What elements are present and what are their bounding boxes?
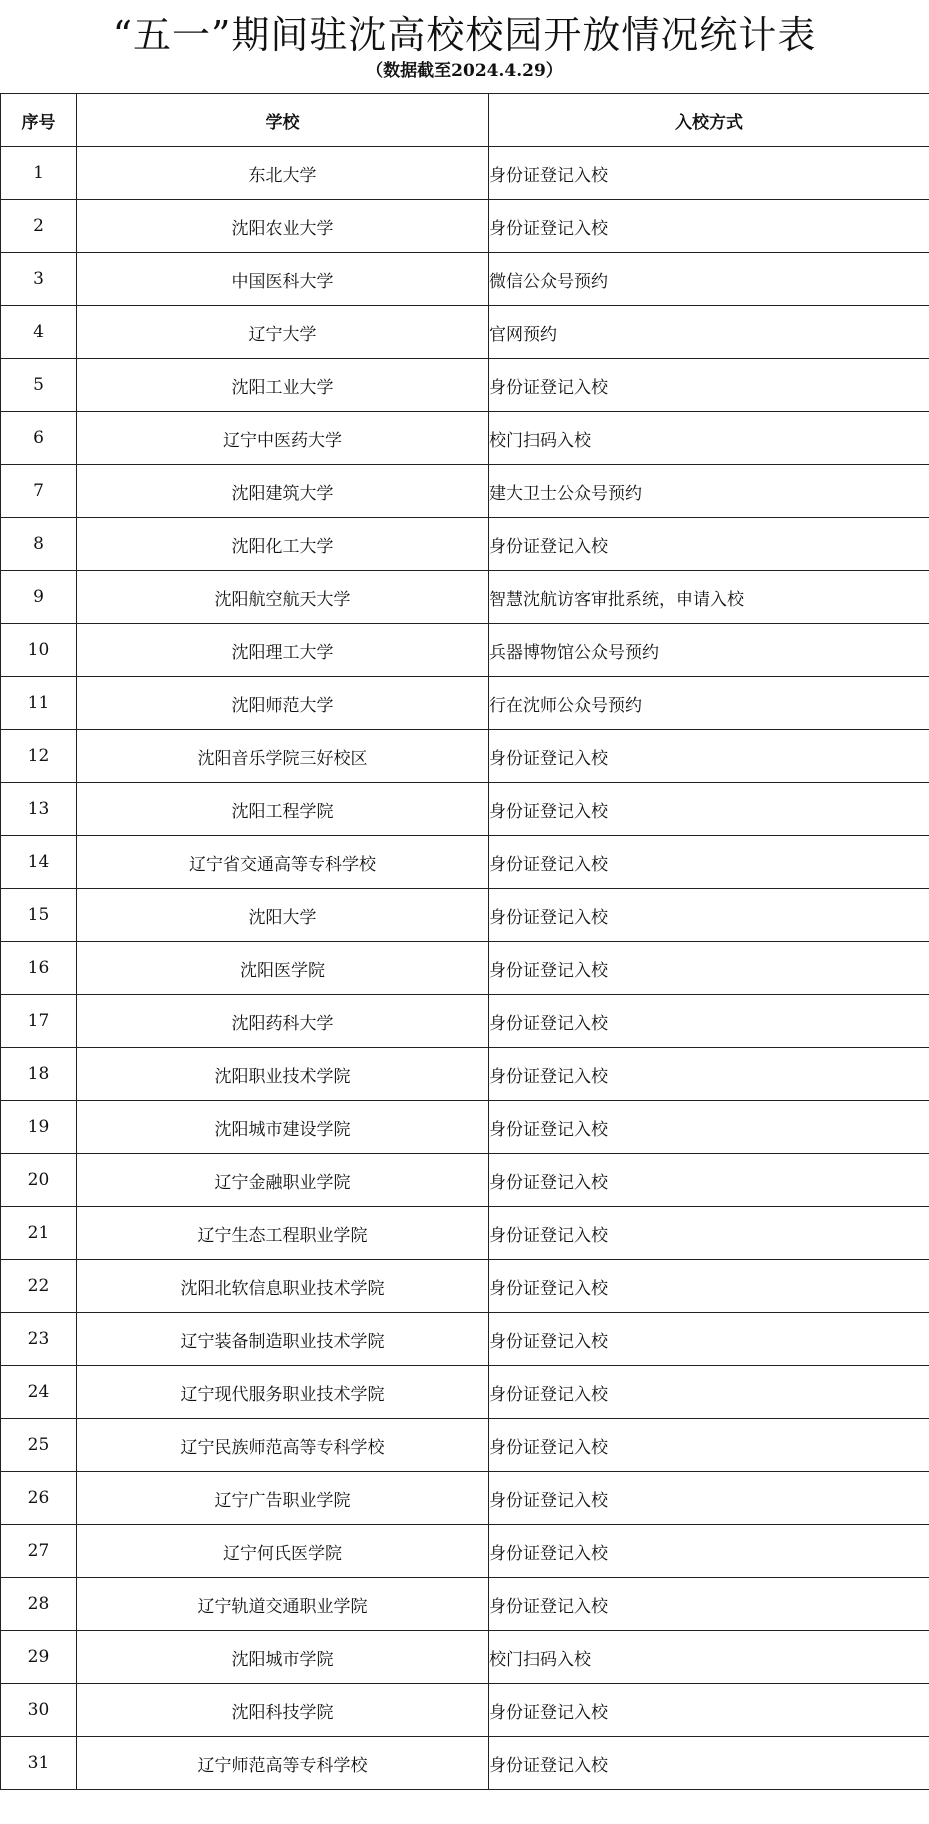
table-row — [1, 942, 929, 995]
school-name-cell: 辽宁装备制造职业技术学院 — [77, 1313, 489, 1366]
entry-method-cell: 身份证登记入校 — [489, 359, 929, 412]
row-number-cell: 19 — [1, 1101, 77, 1154]
school-name-cell: 辽宁金融职业学院 — [77, 1154, 489, 1207]
entry-method-cell: 身份证登记入校 — [489, 1684, 929, 1737]
entry-method-cell: 身份证登记入校 — [489, 200, 929, 253]
table-row — [1, 253, 929, 306]
table-header-row — [1, 94, 929, 147]
row-number-cell: 13 — [1, 783, 77, 836]
school-name-cell: 沈阳农业大学 — [77, 200, 489, 253]
school-name-cell: 沈阳工程学院 — [77, 783, 489, 836]
table-row — [1, 1684, 929, 1737]
table-row — [1, 1737, 929, 1790]
school-name-cell: 辽宁轨道交通职业学院 — [77, 1578, 489, 1631]
row-number-cell: 5 — [1, 359, 77, 412]
table-row — [1, 1525, 929, 1578]
row-number-cell: 18 — [1, 1048, 77, 1101]
document-title: “五一”期间驻沈高校校园开放情况统计表 — [112, 13, 817, 57]
entry-method-cell: 身份证登记入校 — [489, 1419, 929, 1472]
school-name-cell: 沈阳工业大学 — [77, 359, 489, 412]
entry-method-cell: 身份证登记入校 — [489, 1154, 929, 1207]
row-number-cell: 20 — [1, 1154, 77, 1207]
campus-opening-table — [0, 93, 929, 1790]
row-number-cell: 4 — [1, 306, 77, 359]
school-name-cell: 辽宁广告职业学院 — [77, 1472, 489, 1525]
row-number-cell: 6 — [1, 412, 77, 465]
entry-method-cell: 校门扫码入校 — [489, 412, 929, 465]
entry-method-cell: 建大卫士公众号预约 — [489, 465, 929, 518]
school-name-cell: 辽宁民族师范高等专科学校 — [77, 1419, 489, 1472]
school-name-cell: 沈阳音乐学院三好校区 — [77, 730, 489, 783]
entry-method-cell: 身份证登记入校 — [489, 995, 929, 1048]
row-number-cell: 26 — [1, 1472, 77, 1525]
table-row — [1, 1048, 929, 1101]
row-number-cell: 7 — [1, 465, 77, 518]
entry-method-cell: 身份证登记入校 — [489, 147, 929, 200]
table-row — [1, 1313, 929, 1366]
school-name-cell: 辽宁大学 — [77, 306, 489, 359]
table-body — [1, 147, 929, 1790]
table-row — [1, 1207, 929, 1260]
table-row — [1, 1101, 929, 1154]
school-name-cell: 沈阳大学 — [77, 889, 489, 942]
table-row — [1, 1631, 929, 1684]
school-name-cell: 沈阳师范大学 — [77, 677, 489, 730]
row-number-cell: 23 — [1, 1313, 77, 1366]
entry-method-cell: 校门扫码入校 — [489, 1631, 929, 1684]
school-name-cell: 辽宁中医药大学 — [77, 412, 489, 465]
row-number-cell: 12 — [1, 730, 77, 783]
table-row — [1, 1366, 929, 1419]
school-name-cell: 沈阳建筑大学 — [77, 465, 489, 518]
table-row — [1, 1472, 929, 1525]
school-name-cell: 沈阳职业技术学院 — [77, 1048, 489, 1101]
row-number-cell: 10 — [1, 624, 77, 677]
entry-method-cell: 身份证登记入校 — [489, 1313, 929, 1366]
entry-method-cell: 行在沈师公众号预约 — [489, 677, 929, 730]
row-number-cell: 1 — [1, 147, 77, 200]
row-number-cell: 11 — [1, 677, 77, 730]
school-name-cell: 沈阳医学院 — [77, 942, 489, 995]
entry-method-cell: 智慧沈航访客审批系统，申请入校 — [489, 571, 929, 624]
table-row — [1, 200, 929, 253]
entry-method-cell: 身份证登记入校 — [489, 1578, 929, 1631]
school-name-cell: 辽宁生态工程职业学院 — [77, 1207, 489, 1260]
school-name-cell: 沈阳北软信息职业技术学院 — [77, 1260, 489, 1313]
entry-method-cell: 兵器博物馆公众号预约 — [489, 624, 929, 677]
entry-method-cell: 身份证登记入校 — [489, 836, 929, 889]
entry-method-cell: 身份证登记入校 — [489, 730, 929, 783]
table-row — [1, 995, 929, 1048]
row-number-cell: 25 — [1, 1419, 77, 1472]
school-name-cell: 辽宁师范高等专科学校 — [77, 1737, 489, 1790]
entry-method-cell: 身份证登记入校 — [489, 1048, 929, 1101]
school-name-cell: 沈阳理工大学 — [77, 624, 489, 677]
document-subtitle: （数据截至2024.4.29） — [366, 61, 563, 81]
column-header-school: 学校 — [77, 94, 489, 147]
row-number-cell: 3 — [1, 253, 77, 306]
school-name-cell: 沈阳城市建设学院 — [77, 1101, 489, 1154]
entry-method-cell: 身份证登记入校 — [489, 1472, 929, 1525]
table-row — [1, 147, 929, 200]
entry-method-cell: 身份证登记入校 — [489, 1101, 929, 1154]
table-row — [1, 889, 929, 942]
row-number-cell: 22 — [1, 1260, 77, 1313]
school-name-cell: 辽宁何氏医学院 — [77, 1525, 489, 1578]
entry-method-cell: 官网预约 — [489, 306, 929, 359]
school-name-cell: 沈阳药科大学 — [77, 995, 489, 1048]
entry-method-cell: 身份证登记入校 — [489, 889, 929, 942]
entry-method-cell: 身份证登记入校 — [489, 1525, 929, 1578]
table-row — [1, 359, 929, 412]
table-row — [1, 465, 929, 518]
entry-method-cell: 身份证登记入校 — [489, 1207, 929, 1260]
row-number-cell: 15 — [1, 889, 77, 942]
row-number-cell: 29 — [1, 1631, 77, 1684]
table-row — [1, 677, 929, 730]
table-row — [1, 571, 929, 624]
entry-method-cell: 微信公众号预约 — [489, 253, 929, 306]
row-number-cell: 24 — [1, 1366, 77, 1419]
school-name-cell: 辽宁省交通高等专科学校 — [77, 836, 489, 889]
column-header-method: 入校方式 — [489, 94, 929, 147]
row-number-cell: 27 — [1, 1525, 77, 1578]
school-name-cell: 中国医科大学 — [77, 253, 489, 306]
school-name-cell: 沈阳城市学院 — [77, 1631, 489, 1684]
school-name-cell: 东北大学 — [77, 147, 489, 200]
school-name-cell: 沈阳航空航天大学 — [77, 571, 489, 624]
entry-method-cell: 身份证登记入校 — [489, 942, 929, 995]
row-number-cell: 14 — [1, 836, 77, 889]
row-number-cell: 31 — [1, 1737, 77, 1790]
row-number-cell: 21 — [1, 1207, 77, 1260]
table-row — [1, 1154, 929, 1207]
table-row — [1, 1419, 929, 1472]
entry-method-cell: 身份证登记入校 — [489, 1260, 929, 1313]
school-name-cell: 辽宁现代服务职业技术学院 — [77, 1366, 489, 1419]
school-name-cell: 沈阳科技学院 — [77, 1684, 489, 1737]
row-number-cell: 17 — [1, 995, 77, 1048]
table-row — [1, 783, 929, 836]
row-number-cell: 8 — [1, 518, 77, 571]
table-row — [1, 1578, 929, 1631]
school-name-cell: 沈阳化工大学 — [77, 518, 489, 571]
table-row — [1, 1260, 929, 1313]
entry-method-cell: 身份证登记入校 — [489, 1366, 929, 1419]
row-number-cell: 9 — [1, 571, 77, 624]
row-number-cell: 28 — [1, 1578, 77, 1631]
table-row — [1, 624, 929, 677]
table-row — [1, 306, 929, 359]
table-row — [1, 412, 929, 465]
table-row — [1, 518, 929, 571]
table-row — [1, 836, 929, 889]
entry-method-cell: 身份证登记入校 — [489, 518, 929, 571]
row-number-cell: 16 — [1, 942, 77, 995]
entry-method-cell: 身份证登记入校 — [489, 1737, 929, 1790]
column-header-no: 序号 — [1, 94, 77, 147]
entry-method-cell: 身份证登记入校 — [489, 783, 929, 836]
table-row — [1, 730, 929, 783]
row-number-cell: 2 — [1, 200, 77, 253]
row-number-cell: 30 — [1, 1684, 77, 1737]
